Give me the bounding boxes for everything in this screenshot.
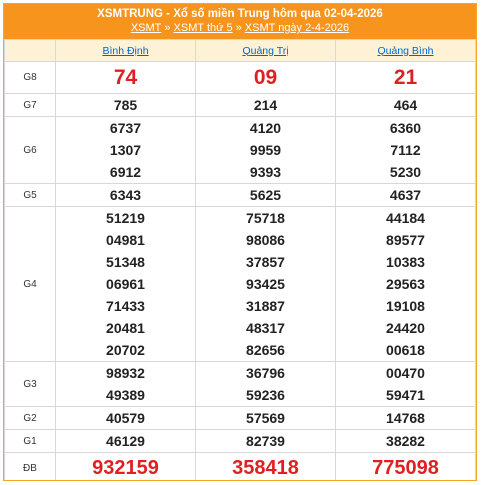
breadcrumb-separator: » <box>235 22 242 34</box>
province-header <box>56 40 196 62</box>
province-link-quang-tri[interactable]: Quảng Trị <box>242 44 289 57</box>
prize-label: G8 <box>5 62 56 94</box>
prize-row-g3 <box>5 362 476 407</box>
prize-row-g1 <box>5 430 476 453</box>
prize-number: 6343 <box>109 187 142 203</box>
prize-label: G4 <box>5 207 56 362</box>
prize-number: 82656 <box>246 342 285 358</box>
prize-row-g8 <box>5 62 476 94</box>
prize-row-g5 <box>5 184 476 207</box>
prize-row-db <box>5 453 476 482</box>
prize-number: 9959 <box>249 142 282 158</box>
prize-number: 75718 <box>246 210 285 226</box>
prize-label: G3 <box>5 362 56 407</box>
prize-cell <box>196 62 336 94</box>
prize-number: 5230 <box>389 164 422 180</box>
prize-number: 4637 <box>389 187 422 203</box>
breadcrumb-link-date[interactable]: XSMT ngày 2-4-2026 <box>244 22 350 34</box>
prize-number: 7112 <box>390 142 421 158</box>
prize-number: 71433 <box>106 298 145 314</box>
prize-number: 93425 <box>246 276 285 292</box>
results-header <box>4 4 476 39</box>
prize-number: 5625 <box>249 187 282 203</box>
prize-cell <box>196 453 336 482</box>
prize-cell <box>336 94 476 117</box>
prize-cell <box>196 94 336 117</box>
results-table <box>4 39 476 481</box>
prize-number: 98932 <box>106 365 145 381</box>
prize-cell <box>336 207 476 362</box>
prize-number: 51348 <box>106 254 145 270</box>
prize-cell <box>196 407 336 430</box>
special-prize-number: 775098 <box>372 457 439 479</box>
prize-number: 19108 <box>386 298 425 314</box>
prize-cell <box>196 430 336 453</box>
prize-number: 6912 <box>109 164 142 180</box>
prize-number: 24420 <box>386 320 425 336</box>
province-link-quang-binh[interactable]: Quảng Bình <box>377 44 434 57</box>
prize-number: 785 <box>113 97 138 113</box>
prize-cell <box>56 430 196 453</box>
prize-cell <box>56 362 196 407</box>
prize-cell <box>56 207 196 362</box>
prize-cell <box>336 362 476 407</box>
prize-cell <box>196 117 336 184</box>
prize-number: 98086 <box>246 232 285 248</box>
corner-cell <box>5 40 56 62</box>
prize-number: 29563 <box>386 276 425 292</box>
prize-number: 4120 <box>249 120 282 136</box>
prize-number: 31887 <box>246 298 285 314</box>
prize-number: 59236 <box>246 387 285 403</box>
prize-label: ĐB <box>5 453 56 482</box>
prize-number: 09 <box>253 65 278 89</box>
prize-cell <box>196 184 336 207</box>
prize-number: 464 <box>393 97 418 113</box>
prize-number: 00618 <box>386 342 425 358</box>
prize-number: 14768 <box>386 410 425 426</box>
prize-label: G2 <box>5 407 56 430</box>
prize-number: 48317 <box>246 320 285 336</box>
prize-number: 38282 <box>386 433 425 449</box>
prize-number: 82739 <box>246 433 285 449</box>
prize-label: G7 <box>5 94 56 117</box>
prize-number: 51219 <box>106 210 145 226</box>
prize-row-g6 <box>5 117 476 184</box>
prize-number: 20481 <box>106 320 145 336</box>
prize-number: 74 <box>113 65 138 89</box>
province-header-row <box>5 40 476 62</box>
prize-row-g7 <box>5 94 476 117</box>
breadcrumb-link-thu5[interactable]: XSMT thứ 5 <box>173 22 233 34</box>
breadcrumb-link-xsmt[interactable]: XSMT <box>130 22 162 34</box>
prize-number: 06961 <box>106 276 145 292</box>
prize-number: 37857 <box>246 254 285 270</box>
prize-cell <box>56 117 196 184</box>
prize-label: G5 <box>5 184 56 207</box>
prize-number: 49389 <box>106 387 145 403</box>
special-prize-number: 932159 <box>92 457 159 479</box>
prize-number: 04981 <box>106 232 145 248</box>
prize-number: 00470 <box>386 365 425 381</box>
prize-number: 57569 <box>246 410 285 426</box>
prize-number: 36796 <box>246 365 285 381</box>
prize-cell <box>56 184 196 207</box>
prize-cell <box>336 430 476 453</box>
prize-number: 6360 <box>389 120 422 136</box>
province-header <box>336 40 476 62</box>
prize-cell <box>56 407 196 430</box>
prize-number: 89577 <box>386 232 425 248</box>
prize-cell <box>336 453 476 482</box>
prize-cell <box>196 362 336 407</box>
prize-number: 9393 <box>249 164 282 180</box>
prize-number: 214 <box>253 97 278 113</box>
prize-row-g4 <box>5 207 476 362</box>
prize-cell <box>336 117 476 184</box>
prize-cell <box>336 62 476 94</box>
prize-number: 40579 <box>106 410 145 426</box>
prize-number: 10383 <box>386 254 425 270</box>
prize-number: 20702 <box>106 342 145 358</box>
prize-cell <box>336 407 476 430</box>
page-title: XSMTRUNG - Xổ số miền Trung hôm qua 02-04-2026 <box>97 8 383 20</box>
prize-cell <box>56 94 196 117</box>
prize-number: 59471 <box>386 387 425 403</box>
breadcrumb <box>4 21 476 35</box>
prize-label: G6 <box>5 117 56 184</box>
prize-number: 1307 <box>109 142 142 158</box>
prize-cell <box>56 453 196 482</box>
results-panel <box>3 3 477 481</box>
prize-cell <box>196 207 336 362</box>
prize-label: G1 <box>5 430 56 453</box>
prize-row-g2 <box>5 407 476 430</box>
prize-number: 6737 <box>109 120 142 136</box>
prize-number: 46129 <box>106 433 145 449</box>
province-header <box>196 40 336 62</box>
prize-cell <box>336 184 476 207</box>
province-link-binh-dinh[interactable]: Bình Định <box>102 44 149 57</box>
breadcrumb-separator: » <box>164 22 171 34</box>
special-prize-number: 358418 <box>232 457 299 479</box>
prize-number: 44184 <box>386 210 425 226</box>
prize-number: 21 <box>393 65 418 89</box>
prize-cell <box>56 62 196 94</box>
